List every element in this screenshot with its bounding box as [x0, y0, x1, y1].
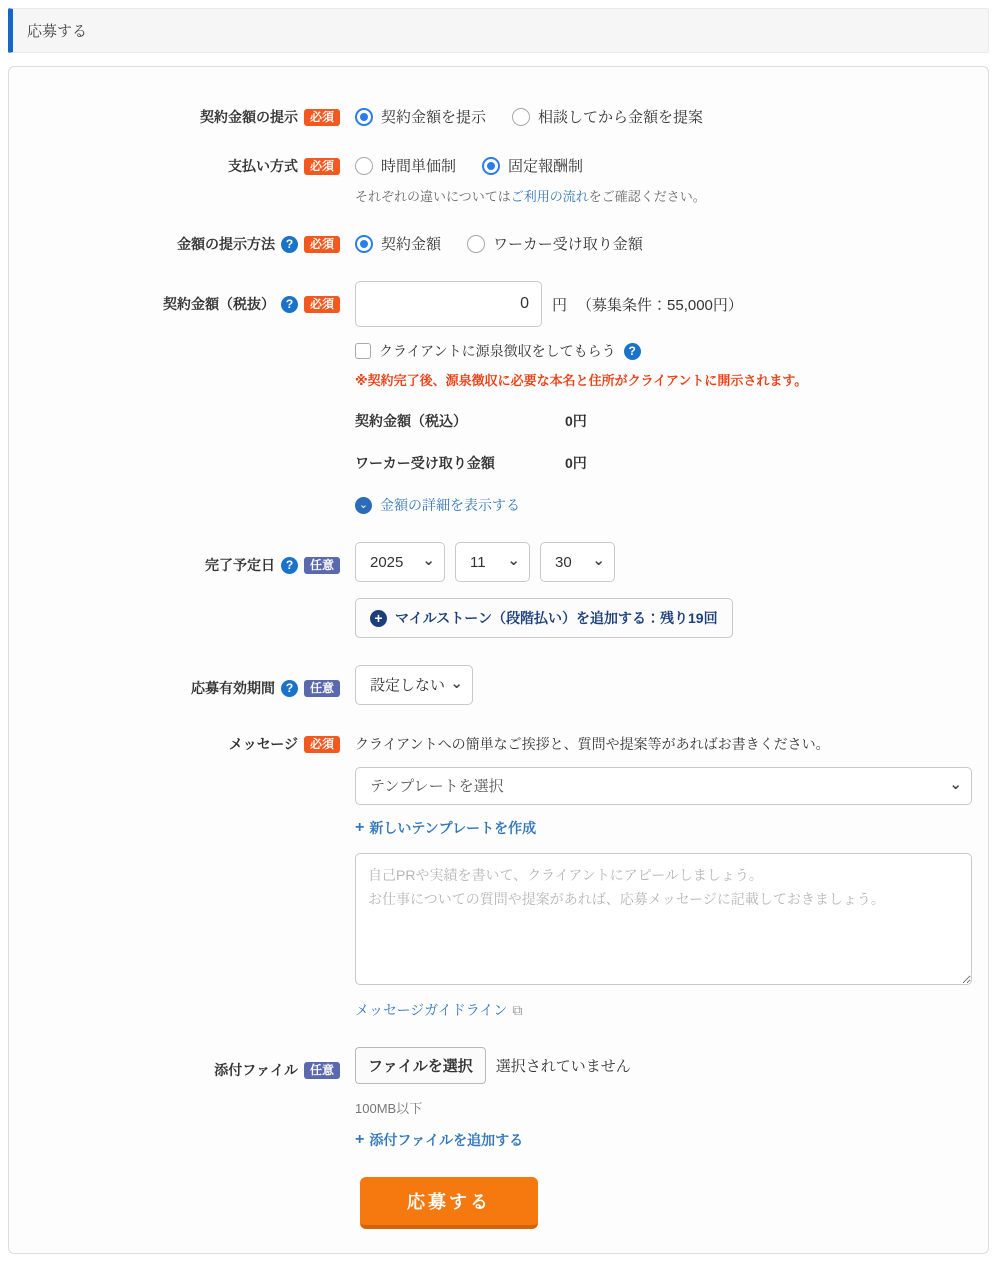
month-select-wrap [455, 542, 530, 582]
plus-icon: + [355, 1131, 365, 1148]
note-suffix: をご確認ください。 [588, 189, 706, 204]
help-icon[interactable]: ? [281, 557, 298, 574]
help-icon[interactable]: ? [281, 680, 298, 697]
plus-circle-icon: + [370, 610, 387, 627]
add-attachment-link[interactable] [355, 1130, 523, 1150]
completion-date-control [355, 542, 972, 638]
validity-period-control [355, 665, 972, 705]
help-icon[interactable]: ? [624, 343, 641, 360]
message-label: メッセージ [228, 736, 298, 752]
contract-offer-label-cell [25, 105, 340, 127]
radio-unselected-icon[interactable] [512, 108, 530, 126]
template-select[interactable] [355, 767, 972, 805]
withholding-checkbox-row [355, 341, 972, 361]
attachment-control [355, 1047, 972, 1150]
message-guideline[interactable] [355, 1000, 522, 1020]
contract-amount-input[interactable] [355, 281, 542, 327]
attachment-label-cell [25, 1047, 340, 1080]
day-select-wrap [540, 542, 615, 582]
file-status-text: 選択されていません [495, 1058, 631, 1075]
radio-hourly-label: 時間単価制 [381, 158, 457, 175]
radio-fixed-label: 固定報酬制 [508, 158, 584, 175]
validity-select-wrap [355, 665, 473, 705]
attachment-label: 添付ファイル [214, 1062, 298, 1078]
recruit-condition: （募集条件：55,000円） [577, 296, 743, 314]
withholding-checkbox[interactable] [355, 343, 371, 359]
amount-display-label: 金額の提示方法 [176, 236, 275, 252]
radio-contract-amount[interactable] [355, 233, 441, 254]
contract-amount-input-line [355, 281, 972, 327]
add-milestone-button[interactable] [355, 598, 733, 638]
message-control [355, 732, 972, 1020]
day-select[interactable] [540, 542, 615, 582]
validity-period-label-cell [25, 665, 340, 698]
required-badge: 必須 [304, 236, 340, 253]
contract-amount-label-cell [25, 281, 340, 314]
row-contract-offer [25, 105, 972, 127]
row-amount-display [25, 232, 972, 254]
contract-amount-control [355, 281, 972, 515]
radio-unselected-icon[interactable] [355, 157, 373, 175]
help-icon[interactable]: ? [281, 296, 298, 313]
amount-detail-link[interactable]: 金額の詳細を表示する [380, 497, 520, 513]
completion-date-label-cell [25, 542, 340, 575]
template-select-wrap [355, 767, 972, 805]
row-completion-date [25, 542, 972, 638]
add-milestone-label: マイルストーン（段階払い）を追加する：残り19回 [395, 610, 718, 626]
radio-offer-consult[interactable] [512, 106, 703, 127]
message-label-cell [25, 732, 340, 754]
message-textarea[interactable] [355, 853, 972, 985]
validity-period-select[interactable] [355, 665, 473, 705]
worker-receive-row [355, 453, 972, 473]
amount-detail-toggle[interactable] [355, 495, 520, 515]
radio-offer-amount[interactable] [355, 106, 486, 127]
date-select-group [355, 542, 972, 582]
worker-receive-value: 0円 [565, 455, 587, 471]
radio-unselected-icon[interactable] [467, 235, 485, 253]
help-icon[interactable]: ? [281, 236, 298, 253]
amount-display-label-cell [25, 232, 340, 254]
required-badge: 必須 [304, 736, 340, 753]
withholding-warning: ※契約完了後、源泉徴収に必要な本名と住所がクライアントに開示されます。 [355, 373, 808, 388]
radio-hourly[interactable] [355, 155, 456, 176]
radio-worker-receive-label: ワーカー受け取り金額 [493, 236, 643, 253]
radio-fixed[interactable] [482, 155, 583, 176]
row-payment-method [25, 154, 972, 205]
external-link-icon: ⧉ [512, 1001, 523, 1018]
apply-form-panel [8, 66, 989, 1254]
validity-period-label: 応募有効期間 [190, 680, 275, 696]
submit-control [355, 1177, 972, 1229]
apply-submit-button[interactable]: 応募する [360, 1177, 538, 1229]
radio-selected-icon[interactable] [355, 235, 373, 253]
required-badge: 必須 [304, 296, 340, 313]
month-select[interactable] [455, 542, 530, 582]
choose-file-button[interactable]: ファイルを選択 [355, 1047, 486, 1084]
page-title: 応募する [8, 8, 989, 53]
add-attachment-label: 添付ファイルを追加する [369, 1132, 524, 1148]
amount-unit: 円 [552, 296, 568, 314]
file-size-note: 100MB以下 [355, 1101, 423, 1116]
contract-offer-label: 契約金額の提示 [199, 109, 298, 125]
new-template-link[interactable] [355, 818, 536, 838]
radio-contract-amount-label: 契約金額 [381, 236, 442, 253]
payment-method-radio-group [355, 154, 972, 176]
worker-receive-label: ワーカー受け取り金額 [355, 455, 495, 471]
file-input-line [355, 1047, 972, 1084]
required-badge: 必須 [304, 158, 340, 175]
row-message [25, 732, 972, 1020]
new-template-label: 新しいテンプレートを作成 [369, 820, 537, 836]
payment-method-control [355, 154, 972, 205]
year-select-wrap [355, 542, 445, 582]
guideline-link[interactable]: メッセージガイドライン [355, 1002, 508, 1018]
chevron-down-icon: ⌄ [355, 497, 372, 514]
contract-amount-label: 契約金額（税抜） [162, 296, 275, 312]
radio-worker-receive[interactable] [467, 233, 643, 254]
payment-method-label-cell [25, 154, 340, 176]
tax-included-label: 契約金額（税込） [355, 413, 467, 429]
required-badge: 必須 [304, 109, 340, 126]
tax-included-row [355, 411, 972, 431]
optional-badge: 任意 [304, 1062, 340, 1079]
year-select[interactable] [355, 542, 445, 582]
row-validity-period [25, 665, 972, 705]
completion-date-label: 完了予定日 [204, 557, 275, 573]
plus-icon: + [355, 819, 365, 836]
radio-selected-icon[interactable] [355, 108, 373, 126]
optional-badge: 任意 [304, 680, 340, 697]
radio-offer-amount-label: 契約金額を提示 [381, 109, 487, 126]
tax-included-value: 0円 [565, 413, 587, 429]
radio-selected-icon[interactable] [482, 157, 500, 175]
contract-offer-radio-group [355, 105, 972, 127]
optional-badge: 任意 [304, 557, 340, 574]
message-description: クライアントへの簡単なご挨拶と、質問や提案等があればお書きください。 [355, 736, 830, 752]
amount-display-radio-group [355, 232, 972, 254]
row-submit [25, 1177, 972, 1229]
withholding-label: クライアントに源泉徴収をしてもらう [379, 343, 616, 359]
payment-method-label: 支払い方式 [227, 158, 298, 174]
note-prefix: それぞれの違いについては [355, 189, 511, 204]
usage-flow-link[interactable]: ご利用の流れ [510, 189, 589, 204]
radio-offer-consult-label: 相談してから金額を提案 [538, 109, 704, 126]
row-attachment [25, 1047, 972, 1150]
payment-method-note [355, 186, 972, 205]
row-contract-amount [25, 281, 972, 515]
